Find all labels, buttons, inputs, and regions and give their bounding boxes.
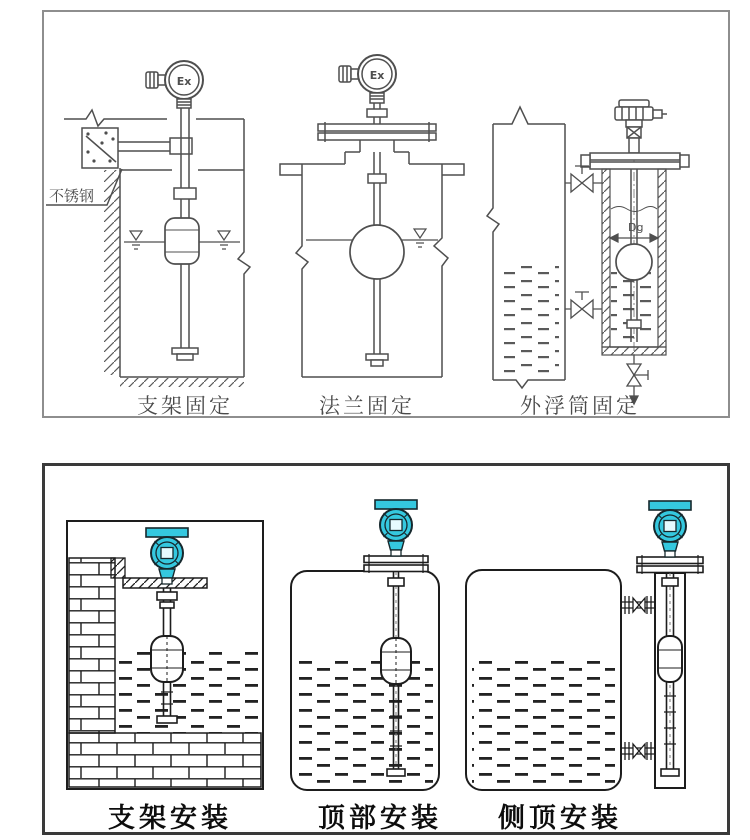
stem-end-cap [172, 348, 198, 360]
water [499, 264, 559, 374]
ground-hatching [120, 378, 244, 387]
bottom-connection-valve [621, 742, 655, 760]
chamber-flange [581, 153, 689, 169]
caption-flange-fixing: 法兰固定 [319, 394, 415, 418]
top-valve [565, 166, 602, 192]
transmitter-head [649, 501, 691, 557]
float-body [658, 636, 682, 682]
stem-collar [627, 320, 641, 328]
float-body [165, 218, 199, 264]
wall-top-line [64, 110, 167, 126]
figure-bracket-fixing [46, 61, 250, 387]
stem-end-cap [366, 354, 388, 366]
figure-external-chamber-fixing [487, 100, 689, 404]
ex-marking-text: Ex [369, 69, 385, 82]
transmitter-head [375, 500, 417, 556]
bracket-upright [111, 558, 125, 578]
caption-bracket-fixing: 支架固定 [137, 394, 233, 418]
top-panel-fixing-methods [42, 10, 730, 418]
mounting-plate [82, 128, 118, 168]
tank-wall [434, 164, 448, 377]
ex-head [339, 55, 396, 103]
stem-end-cap [157, 716, 177, 723]
tank-wall [296, 164, 308, 377]
flange [364, 554, 428, 573]
float-body [151, 636, 183, 682]
caption-top-install: 顶部安装 [318, 803, 442, 834]
float-body [381, 638, 411, 684]
transmitter-head [615, 100, 667, 153]
stem-end-cap [387, 769, 405, 776]
top-connection-valve [621, 596, 655, 614]
float-ball [616, 244, 652, 280]
caption-bracket-install: 支架安装 [108, 803, 232, 834]
figure-side-top-install [466, 501, 703, 790]
figure-bracket-install [67, 521, 263, 789]
flange [318, 122, 436, 142]
bottom-panel-install-methods [42, 463, 730, 835]
water [117, 651, 259, 733]
ex-marking-text: Ex [176, 75, 192, 88]
brick-wall [69, 558, 115, 733]
tank-top [280, 140, 464, 175]
flange [637, 555, 703, 574]
tank-wall [238, 119, 250, 377]
brick-floor [69, 733, 261, 787]
install-methods-drawing [45, 466, 727, 832]
stainless-steel-label: 不锈钢 [49, 187, 95, 205]
caption-side-top-install: 侧顶安装 [498, 803, 622, 834]
figure-top-install [291, 500, 439, 790]
bottom-valve [565, 292, 602, 318]
wall-hatching [104, 170, 120, 375]
stem-end-cap [661, 769, 679, 776]
tank [487, 107, 565, 388]
water [297, 660, 433, 784]
figure-flange-fixing [280, 55, 464, 377]
fixing-methods-drawing [44, 12, 726, 414]
float-ball [350, 225, 404, 279]
ex-head [146, 61, 203, 108]
water [472, 660, 615, 784]
dg-dimension-label: Dg [628, 221, 644, 234]
caption-external-chamber-fixing: 外浮筒固定 [520, 394, 640, 418]
